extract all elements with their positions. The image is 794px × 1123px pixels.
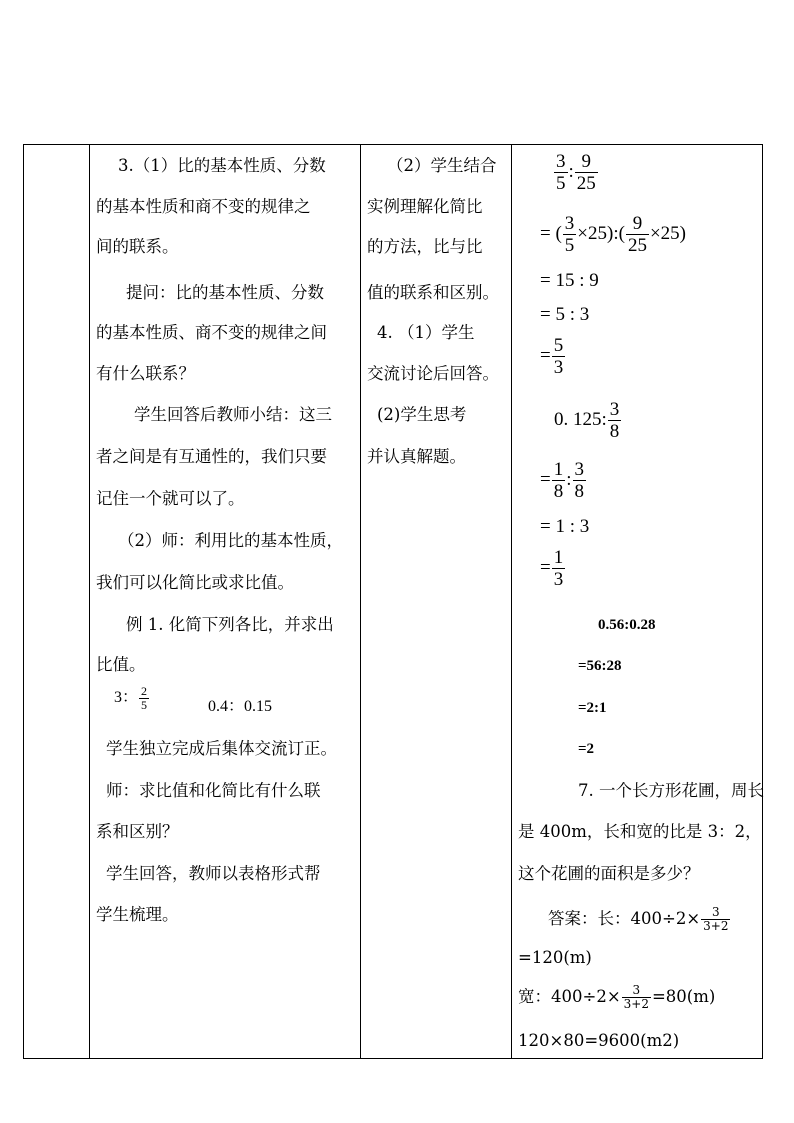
denominator: 3+2 bbox=[703, 919, 729, 933]
exercise-column bbox=[518, 145, 762, 1058]
text-line: 间的联系。 bbox=[96, 237, 179, 256]
denominator: 5 bbox=[556, 173, 566, 194]
bold-math-line: 0.56:0.28 bbox=[598, 617, 656, 633]
equals-paren: = ( bbox=[540, 222, 562, 244]
text-line: 并认真解题。 bbox=[367, 447, 466, 466]
math-line bbox=[540, 213, 686, 256]
fraction bbox=[608, 399, 622, 442]
numerator: 3 bbox=[564, 213, 575, 234]
text-line: 的基本性质和商不变的规律之 bbox=[96, 197, 311, 216]
text-line: 比值。 bbox=[96, 655, 146, 674]
numerator: 3 bbox=[609, 399, 620, 420]
denominator: 8 bbox=[553, 481, 564, 502]
ratio-sign: : bbox=[566, 468, 572, 490]
fraction bbox=[552, 335, 566, 378]
text-line: 的基本性质、商不变的规律之间 bbox=[96, 323, 327, 342]
text-line: 学生梳理。 bbox=[96, 905, 179, 924]
text-line: 师：求比值和化简比有什么联 bbox=[106, 781, 321, 800]
problem-text: 7. 一个长方形花圃，周长 bbox=[578, 781, 764, 800]
text-line: 学生回答后教师小结：这三 bbox=[134, 405, 332, 424]
math-line: = 5 : 3 bbox=[540, 304, 590, 325]
fraction bbox=[563, 213, 577, 256]
numerator: 3 bbox=[701, 906, 730, 920]
text-line: 值的联系和区别。 bbox=[367, 283, 499, 302]
text-line: 的方法，比与比 bbox=[367, 237, 483, 256]
math-line bbox=[554, 399, 622, 442]
numerator: 5 bbox=[553, 335, 564, 356]
example-ratio-b: 0.4：0.15 bbox=[208, 698, 273, 715]
denominator: 5 bbox=[564, 235, 575, 256]
denominator: 5 bbox=[141, 698, 148, 712]
text-line: 4. （1）学生 bbox=[377, 323, 475, 342]
fraction bbox=[552, 459, 566, 502]
numerator: 9 bbox=[575, 151, 598, 173]
numerator: 1 bbox=[553, 459, 564, 480]
math-line bbox=[553, 151, 599, 194]
text-line: 我们可以化简比或求比值。 bbox=[96, 573, 294, 592]
text-line: 交流讨论后回答。 bbox=[367, 364, 499, 383]
math-text: ×25) bbox=[649, 222, 686, 244]
problem-text: 这个花圃的面积是多少？ bbox=[518, 864, 700, 883]
denominator: 3 bbox=[553, 569, 564, 590]
numerator: 1 bbox=[553, 547, 564, 568]
numerator: 2 bbox=[141, 684, 148, 698]
example-ratio-a bbox=[114, 685, 150, 712]
bold-math-line: =56:28 bbox=[578, 658, 622, 674]
empty-column bbox=[24, 145, 89, 1058]
bold-math-line: =2 bbox=[578, 741, 595, 757]
math-line bbox=[540, 335, 566, 378]
fraction bbox=[626, 213, 649, 256]
numerator: 9 bbox=[626, 213, 649, 235]
text-line: 系和区别？ bbox=[96, 822, 179, 841]
denominator: 25 bbox=[576, 173, 596, 194]
fraction bbox=[575, 151, 598, 194]
ratio-integer: 3： bbox=[114, 689, 139, 707]
text-line: 3.（1）比的基本性质、分数 bbox=[118, 156, 326, 175]
bold-math-line: =2:1 bbox=[578, 700, 607, 716]
numerator: 3 bbox=[556, 151, 566, 172]
fraction bbox=[139, 685, 149, 712]
equals-sign: = bbox=[540, 556, 551, 578]
numerator: 3 bbox=[574, 459, 584, 480]
denominator: 8 bbox=[609, 421, 620, 442]
answer-text: 120×80=9600(m2) bbox=[518, 1031, 680, 1050]
column-divider bbox=[511, 145, 512, 1058]
column-divider bbox=[360, 145, 361, 1058]
text-line: 者之间是有互通性的，我们只要 bbox=[96, 447, 327, 466]
fraction bbox=[554, 151, 568, 194]
problem-text: 是 400m，长和宽的比是 3：2， bbox=[518, 822, 762, 841]
text-line: （2）师：利用比的基本性质， bbox=[118, 531, 343, 550]
math-text: ×25):( bbox=[577, 222, 625, 244]
text-line: （2）学生结合 bbox=[387, 156, 497, 175]
answer-width bbox=[518, 983, 762, 1011]
answer-length bbox=[548, 905, 762, 933]
math-line bbox=[540, 459, 587, 502]
fraction bbox=[701, 906, 730, 933]
math-line bbox=[540, 547, 566, 590]
text-line: 例 1. 化简下列各比，并求出 bbox=[126, 615, 334, 634]
column-divider bbox=[89, 145, 90, 1058]
text-line: 有什么联系？ bbox=[96, 364, 195, 383]
answer-text: 宽：400÷2× bbox=[518, 987, 621, 1006]
math-text: 0. 125: bbox=[554, 408, 607, 430]
denominator: 8 bbox=[574, 481, 584, 502]
denominator: 3 bbox=[553, 357, 564, 378]
text-line: 学生独立完成后集体交流订正。 bbox=[106, 739, 337, 758]
text-line: 记住一个就可以了。 bbox=[96, 489, 245, 508]
fraction bbox=[573, 459, 587, 502]
text-line: 实例理解化简比 bbox=[367, 197, 483, 216]
fraction bbox=[552, 547, 566, 590]
denominator: 3+2 bbox=[623, 997, 649, 1011]
lesson-table bbox=[23, 144, 763, 1059]
fraction bbox=[622, 984, 651, 1011]
text-line: (2)学生思考 bbox=[377, 405, 467, 424]
answer-text: =80(m) bbox=[651, 987, 716, 1006]
student-activity-column bbox=[367, 145, 510, 1058]
ratio-sign: : bbox=[568, 160, 574, 182]
math-line: = 1 : 3 bbox=[540, 516, 590, 537]
equals-sign: = bbox=[540, 344, 551, 366]
math-line: = 15 : 9 bbox=[540, 270, 599, 291]
text-line: 提问：比的基本性质、分数 bbox=[126, 283, 324, 302]
numerator: 3 bbox=[622, 984, 651, 998]
answer-text: =120(m) bbox=[518, 948, 592, 967]
teaching-process-column bbox=[96, 145, 358, 1058]
text-line: 学生回答，教师以表格形式帮 bbox=[106, 864, 321, 883]
answer-text: 答案：长：400÷2× bbox=[548, 909, 701, 928]
equals-sign: = bbox=[540, 468, 551, 490]
denominator: 25 bbox=[627, 235, 647, 256]
